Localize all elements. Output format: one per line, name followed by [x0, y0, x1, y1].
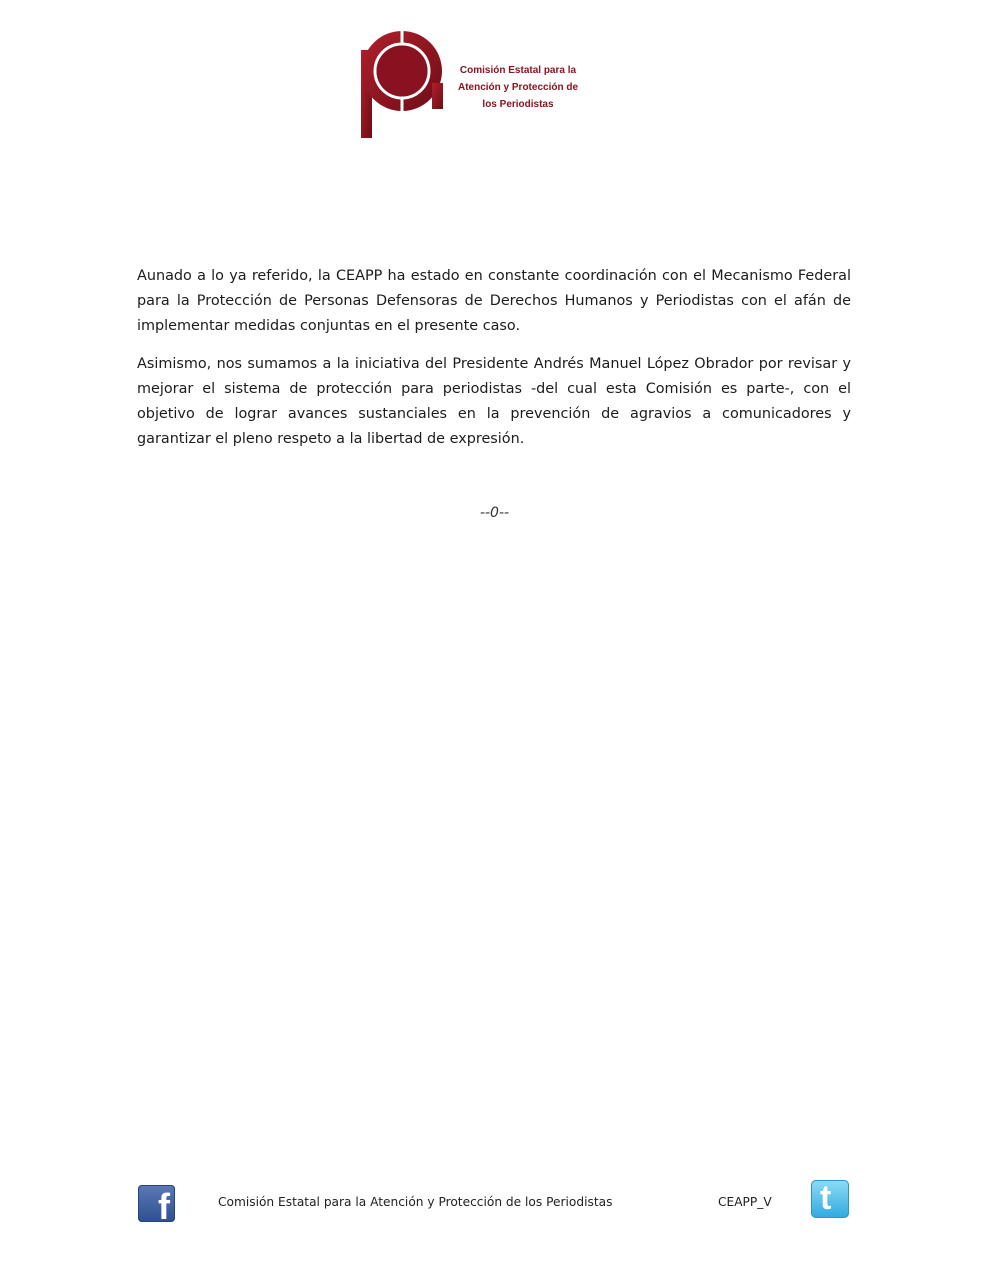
- document-body: [137, 264, 851, 465]
- logo-text: [448, 62, 588, 113]
- twitter-icon[interactable]: [811, 1180, 849, 1218]
- end-separator: --0--: [479, 505, 510, 521]
- facebook-glyph: f: [158, 1186, 170, 1227]
- header-logo: [360, 28, 590, 140]
- paragraph-2: Asimismo, nos sumamos a la iniciativa del Presidente Andrés Manuel López Obrador por revisar y mejorar el sistema de protección para periodistas -del cual esta Comisión es parte-, con el objetivo de lograr avances sustanciales en la prevención de agravios a comunicadores y garantizar el pleno respeto a la libertad de expresión.: [137, 356, 851, 447]
- logo-line-2: Atención y Protección de: [457, 82, 579, 93]
- facebook-icon[interactable]: [138, 1185, 175, 1227]
- page-footer: [0, 1178, 989, 1228]
- twitter-glyph: t: [820, 1179, 832, 1217]
- ceapp-logo-icon: [360, 28, 450, 140]
- logo-line-3: los Periodistas: [482, 99, 554, 110]
- logo-line-1: Comisión Estatal para la: [459, 65, 577, 76]
- paragraph-1: Aunado a lo ya referido, la CEAPP ha estado en constante coordinación con el Mecanismo Federal para la Protección de Personas Defensoras de Derechos Humanos y Periodistas con el afán de implementar medidas conjuntas en el presente caso.: [137, 268, 851, 334]
- footer-organization: Comisión Estatal para la Atención y Protección de los Periodistas: [218, 1195, 613, 1209]
- footer-handle: CEAPP_V: [718, 1195, 772, 1209]
